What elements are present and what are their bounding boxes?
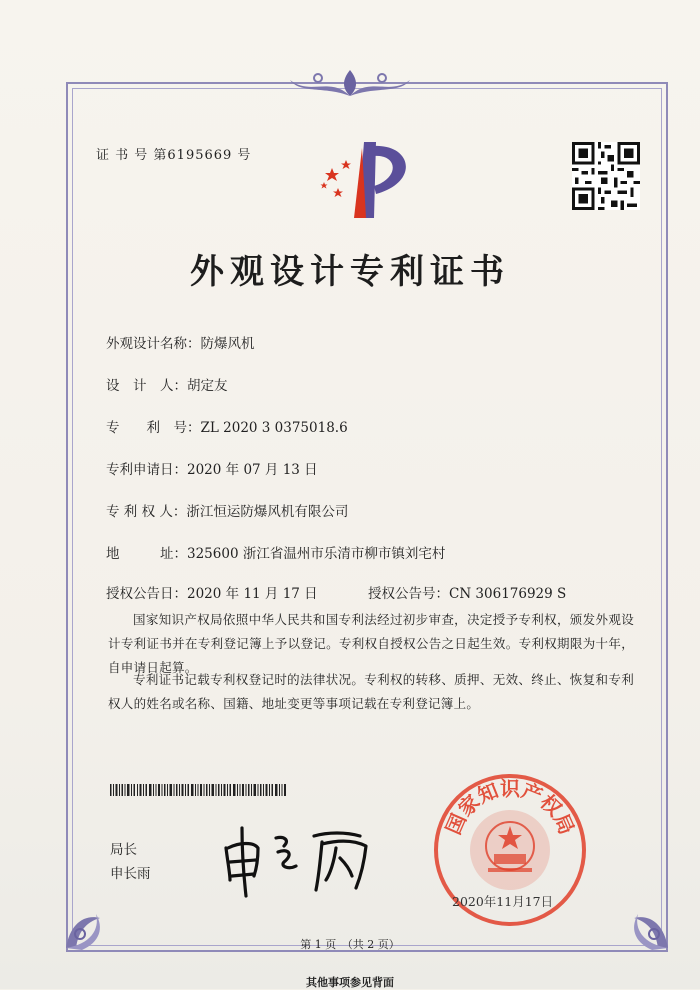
designer-row <box>106 374 228 394</box>
patentee-value: 浙江恒运防爆风机有限公司 <box>186 504 349 520</box>
design-name-value: 防爆风机 <box>200 336 255 352</box>
filing-date-label: 专利申请日： <box>106 462 187 478</box>
body-paragraph-1: 国家知识产权局依照中华人民共和国专利法经过初步审查，决定授予专利权，颁发外观设计专利证书并在专利登记簿上予以登记。专利权自授权公告之日起生效。专利权期限为十年，自申请日起算。 <box>108 612 634 675</box>
patentee-label: 专 利 权 人： <box>106 504 187 520</box>
barcode <box>110 784 286 796</box>
filing-date-value: 2020 年 07 月 13 日 <box>187 462 318 478</box>
grant-date-label: 授权公告日： <box>106 586 187 602</box>
patent-number-value: ZL 2020 3 0375018.6 <box>200 420 348 436</box>
filing-date-row <box>106 458 318 478</box>
designer-value: 胡定友 <box>187 378 228 394</box>
seal-date: 2020年11月17日 <box>452 894 554 909</box>
page-number: 第 1 页 （共 2 页） <box>300 938 400 951</box>
body-paragraph-2: 专利证书记载专利权登记时的法律状况。专利权的转移、质押、无效、终止、恢复和专利权人的姓名或名称、国籍、地址变更等事项记载在专利登记簿上。 <box>108 672 634 711</box>
director-signature <box>218 818 378 900</box>
address-row <box>106 542 445 562</box>
grant-number-row <box>368 582 566 602</box>
design-name-row <box>106 332 255 352</box>
certificate-number: 证 书 号 第6195669 号 <box>96 148 252 163</box>
grant-date-value: 2020 年 11 月 17 日 <box>187 586 318 602</box>
patent-number-row <box>106 416 348 436</box>
grant-number-label: 授权公告号： <box>368 586 449 602</box>
address-label: 地 址： <box>106 546 187 562</box>
certificate-title: 外观设计专利证书 <box>190 252 510 292</box>
top-ornament <box>270 66 430 100</box>
grant-number-value: CN 306176929 S <box>449 586 567 602</box>
patentee-row <box>106 500 348 520</box>
design-name-label: 外观设计名称： <box>106 336 201 352</box>
address-value: 325600 浙江省温州市乐清市柳市镇刘宅村 <box>187 546 446 562</box>
footer-note: 其他事项参见背面 <box>306 976 394 989</box>
designer-label: 设 计 人： <box>106 378 187 394</box>
patent-number-label: 专 利 号： <box>106 420 201 436</box>
director-name: 申长雨 <box>110 866 151 882</box>
grant-date-row <box>106 582 318 602</box>
qr-code <box>572 142 640 210</box>
director-title: 局长 <box>110 842 137 858</box>
patent-office-logo <box>316 138 428 220</box>
seal-text: 国家知识产权局 <box>440 776 580 838</box>
